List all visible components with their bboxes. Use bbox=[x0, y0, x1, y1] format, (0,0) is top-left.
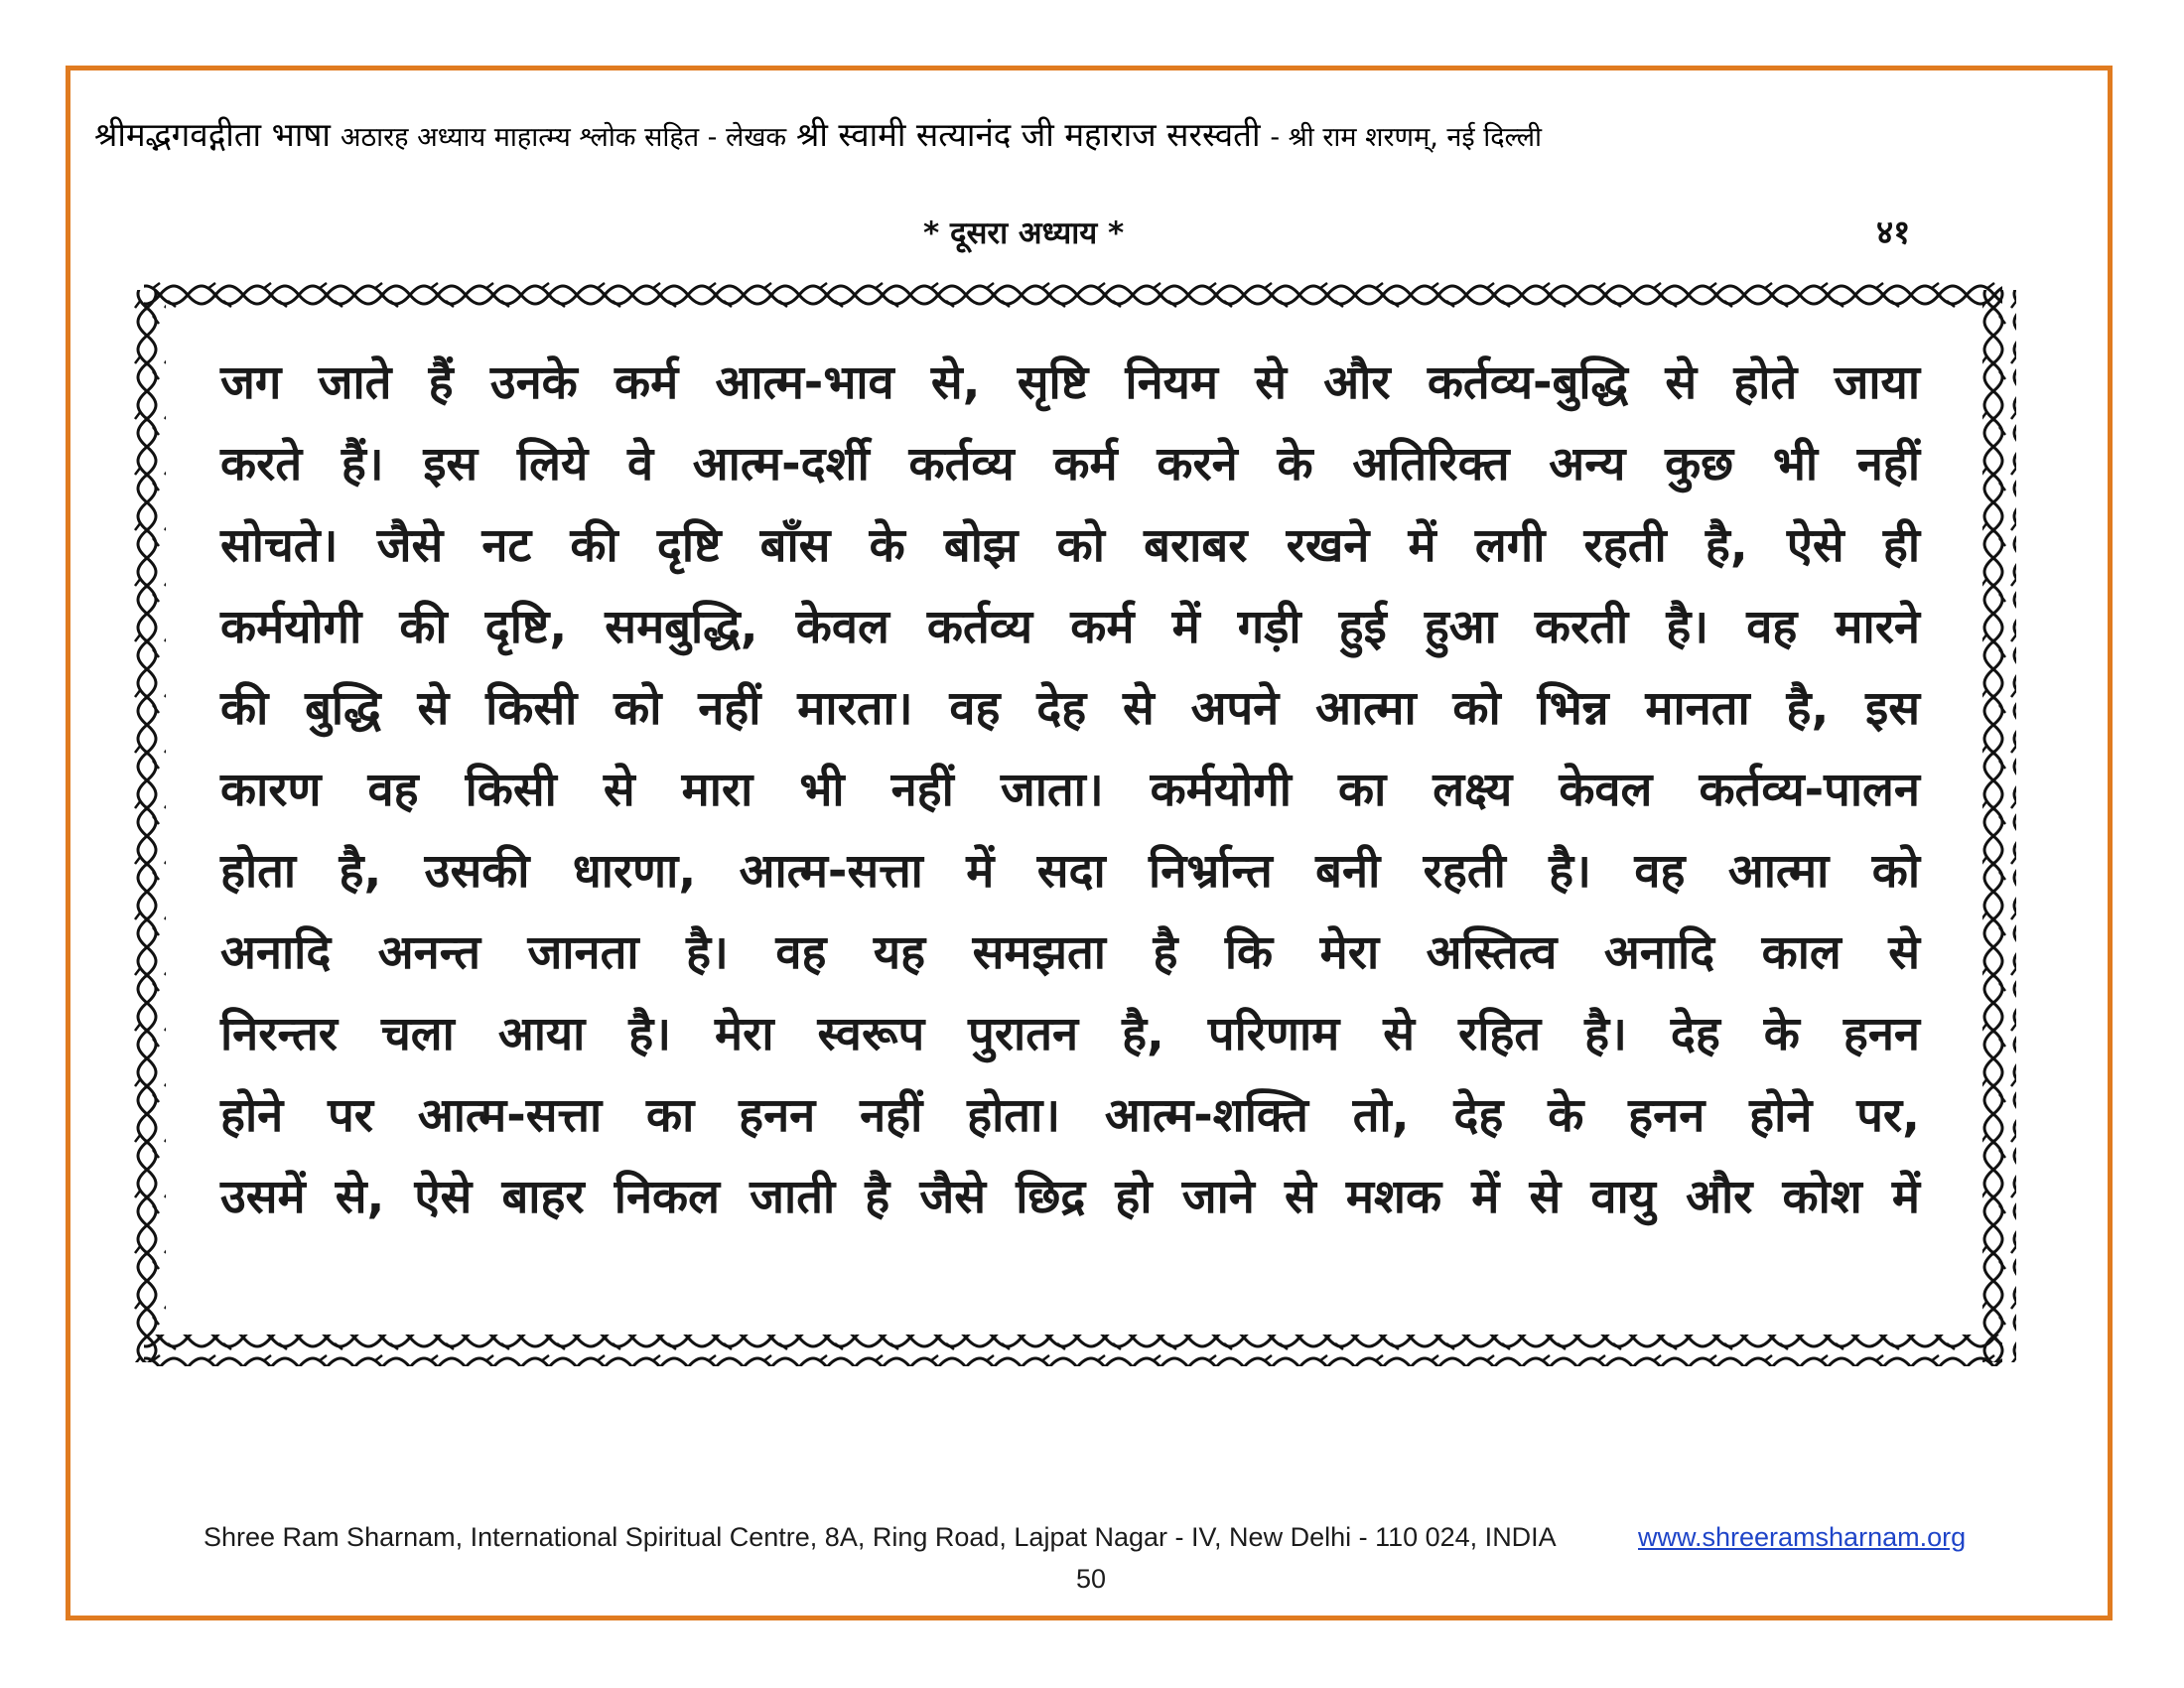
text-line: उसमें से, ऐसे बाहर निकल जाती है जैसे छिद्र हो जाने से मशक में से वायु और कोश में bbox=[220, 1170, 1920, 1224]
header-publisher: - श्री राम शरणम्, नई दिल्ली bbox=[1270, 122, 1543, 153]
book-header bbox=[94, 111, 2090, 161]
website-link[interactable]: www.shreeramsharnam.org bbox=[1638, 1522, 1967, 1552]
text-line: सोचते। जैसे नट की दृष्टि बाँस के बोझ को बराबर रखने में लगी रहती है, ऐसे ही bbox=[220, 518, 1920, 573]
chapter-title: * दूसरा अध्याय * bbox=[923, 215, 1125, 251]
text-line: कारण वह किसी से मारा भी नहीं जाता। कर्मयोगी का लक्ष्य केवल कर्तव्य-पालन bbox=[220, 763, 1920, 817]
text-line: होने पर आत्म-सत्ता का हनन नहीं होता। आत्म-शक्ति तो, देह के हनन होने पर, bbox=[220, 1088, 1920, 1143]
text-line: करते हैं। इस लिये वे आत्म-दर्शी कर्तव्य कर्म करने के अतिरिक्त अन्य कुछ भी नहीं bbox=[220, 437, 1920, 492]
header-author: श्री स्वामी सत्यानंद जी महाराज सरस्वती bbox=[796, 115, 1261, 154]
header-subtitle: अठारह अध्याय माहात्म्य श्लोक सहित - लेखक bbox=[340, 122, 787, 153]
header-book-title: श्रीमद्भगवद्गीता भाषा bbox=[94, 115, 331, 154]
text-line: कर्मयोगी की दृष्टि, समबुद्धि, केवल कर्तव्य कर्म में गड़ी हुई हुआ करती है। वह मारने bbox=[220, 600, 1920, 654]
scripture-body bbox=[220, 343, 1920, 1238]
text-line: निरन्तर चला आया है। मेरा स्वरूप पुरातन है, परिणाम से रहित है। देह के हनन bbox=[220, 1007, 1920, 1061]
footer-address: Shree Ram Sharnam, International Spiritual Centre, 8A, Ring Road, Lajpat Nagar - IV, New Delhi - 110 024, INDIA bbox=[204, 1522, 1557, 1552]
text-line: होता है, उसकी धारणा, आत्म-सत्ता में सदा निर्भ्रान्त बनी रहती है। वह आत्मा को bbox=[220, 844, 1920, 899]
text-line: जग जाते हैं उनके कर्म आत्म-भाव से, सृष्टि नियम से और कर्तव्य-बुद्धि से होते जाया bbox=[220, 355, 1920, 410]
scanned-page-number: ४१ bbox=[1876, 212, 1911, 251]
text-line: अनादि अनन्त जानता है। वह यह समझता है कि मेरा अस्तित्व अनादि काल से bbox=[220, 925, 1920, 980]
page-number: 50 bbox=[1076, 1564, 1107, 1594]
text-line: की बुद्धि से किसी को नहीं मारता। वह देह से अपने आत्मा को भिन्न मानता है, इस bbox=[220, 681, 1920, 736]
